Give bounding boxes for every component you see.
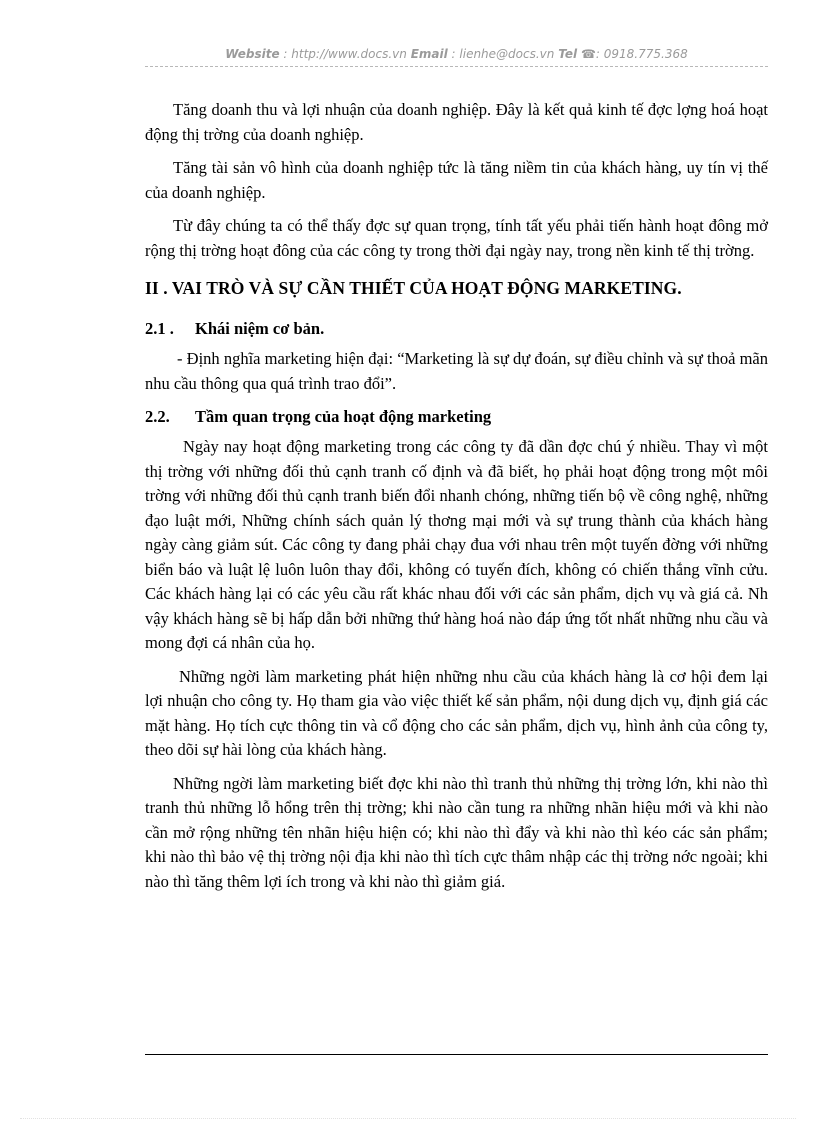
section-title: II . VAI TRÒ VÀ SỰ CẦN THIẾT CỦA HOẠT ĐỘNG MARKETING. [145, 278, 682, 298]
website-label: Website [225, 47, 280, 61]
paragraph-importance: Ngày nay hoạt động marketing trong các công ty đã dần đợc chú ý nhiều. Thay vì một thị trờng với những đối thủ cạnh tranh cố định và đã biết, họ phải hoạt động trong một môi trờng với những đối thủ cạnh tranh biến đổi nhanh chóng, những tiến bộ về công nghệ, những đạo luật mới, Những chính sách quản lý thơng mại mới và sự trung thành của khách hàng ngày càng giảm sút. Các công ty đang phải chạy đua với nhau trên một tuyến đờng với những biển báo và luật lệ luôn luôn thay đổi, không có tuyến đích, không có chiến thắng vĩnh cửu. Các khách hàng lại có các yêu cầu rất khác nhau đối với các sản phẩm, dịch vụ và giá cả. Nh vậy khách hàng sẽ bị hấp dẫn bởi những thứ hàng hoá nào đáp ứng tốt nhất những nhu cầu và mong đợi cá nhân của họ. [145, 437, 768, 652]
tel-label: Tel [558, 47, 578, 61]
footer-divider [145, 1054, 768, 1055]
paragraph-revenue: Tăng doanh thu và lợi nhuận của doanh nghiệp. Đây là kết quả kinh tế đợc lợng hoá hoạt động thị trờng của doanh nghiệp. [145, 100, 768, 144]
email-label: Email [410, 47, 448, 61]
paragraph-marketers-role: Những ngời làm marketing phát hiện những nhu cầu của khách hàng là cơ hội đem lại lợi nhuận cho công ty. Họ tham gia vào việc thiết kế sản phẩm, nội dung dịch vụ, định giá các mặt hàng. Họ tích cực thông tin và cổ động cho các sản phẩm, dịch vụ, hình ảnh của công ty, theo dõi sự hài lòng của khách hàng. [145, 666, 768, 759]
paragraph-definition: - Định nghĩa marketing hiện đại: “Marketing là sự dự đoán, sự điều chỉnh và sự thoả mãn nhu cầu thông qua quá trình trao đổi”. [145, 349, 768, 393]
subsection-title: Tầm quan trọng của hoạt động marketing [195, 407, 492, 426]
header-divider [145, 66, 768, 67]
subsection-heading-2-1 [145, 317, 768, 341]
website-value: : http://www.docs.vn [283, 47, 407, 61]
paragraph-conclusion: Từ đây chúng ta có thể thấy đợc sự quan trọng, tính tất yếu phải tiến hành hoạt đông mở rộng thị trờng hoạt đông của các công ty trong thời đại ngày nay, trong nền kinh tế thị trờng. [145, 216, 768, 260]
paragraph-intangible-assets: Tăng tài sản vô hình của doanh nghiệp tức là tăng niềm tin của khách hàng, uy tín vị thế của doanh nghiệp. [145, 158, 768, 202]
subsection-number: 2.2. [145, 407, 170, 426]
subsection-heading-2-2 [145, 405, 768, 429]
tel-value: : 0918.775.368 [595, 47, 688, 61]
page-edge-dots [20, 1118, 796, 1119]
page-header [145, 47, 768, 61]
email-value: : lienhe@docs.vn [451, 47, 555, 61]
paragraph-marketers-timing: Những ngời làm marketing biết đợc khi nào thì tranh thủ những thị trờng lớn, khi nào thì tranh thủ những lỗ hổng trên thị trờng; khi nào cần tung ra những nhãn hiệu mới và khi nào cần mở rộng những tên nhãn hiệu hiện có; khi nào thì đẩy và khi nào thì kéo các sản phẩm; khi nào thì bảo vệ thị trờng nội địa khi nào thì tích cực thâm nhập các thị trờng nớc ngoài; khi nào thì tăng thêm lợi ích trong và khi nào thì giảm giá. [145, 773, 768, 891]
subsection-title: Khái niệm cơ bản. [195, 319, 325, 338]
document-body [145, 98, 768, 903]
phone-icon: ☎ [580, 47, 596, 61]
subsection-number: 2.1 . [145, 319, 174, 338]
